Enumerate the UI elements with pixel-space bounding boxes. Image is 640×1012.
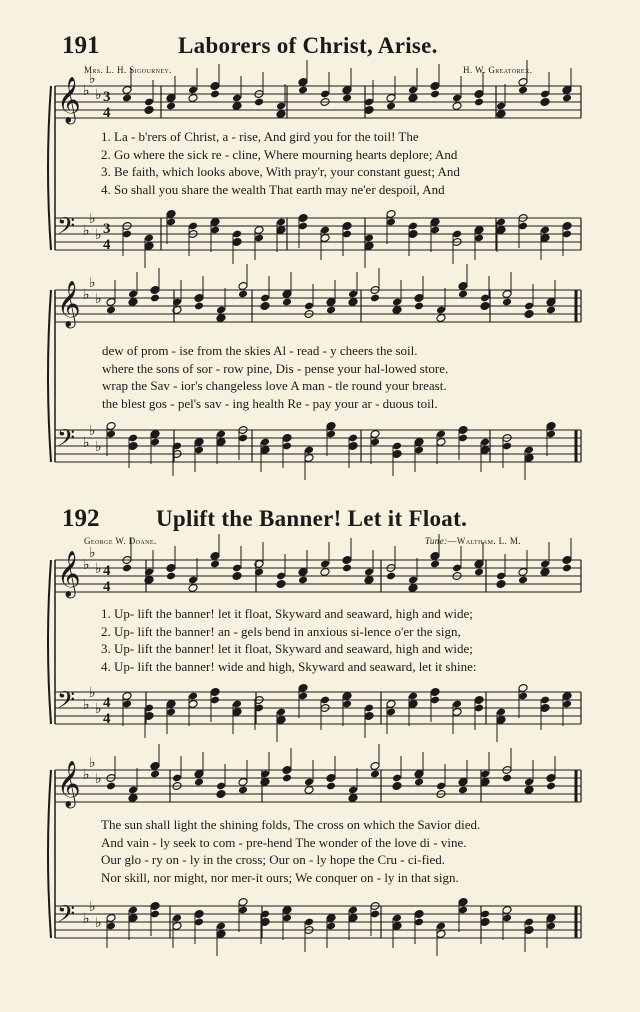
note-head <box>282 298 292 307</box>
flat-sign: ♭ <box>95 88 102 103</box>
flat-sign: ♭ <box>95 440 102 455</box>
note-head <box>518 86 528 95</box>
note-head <box>166 102 176 111</box>
note-head <box>430 90 440 99</box>
verse-line: 4. So shall you share the wealth That earth may ne'er despoil, And <box>101 181 445 197</box>
note-head <box>150 294 160 303</box>
note-head <box>260 302 270 311</box>
note-head <box>232 102 242 111</box>
hymn-title: Laborers of Christ, Arise. <box>178 33 438 58</box>
note-head <box>408 584 418 593</box>
flat-sign: ♭ <box>89 212 96 227</box>
hymn-composer: H. W. Greatorex. <box>463 65 533 75</box>
note-head <box>370 770 380 779</box>
flat-sign: ♭ <box>95 292 102 307</box>
note-head <box>386 572 396 581</box>
note-head <box>496 110 506 119</box>
note-head <box>216 790 226 799</box>
flat-sign: ♭ <box>89 72 96 87</box>
flat-sign: ♭ <box>83 288 90 303</box>
time-sig: 3 <box>103 221 111 237</box>
treble-clef: 𝄞 <box>57 761 81 807</box>
note-head <box>194 778 204 787</box>
bass-clef: 𝄢 <box>57 424 76 457</box>
note-head <box>414 302 424 311</box>
treble-clef: 𝄞 <box>57 281 81 327</box>
note-head <box>452 102 462 111</box>
note-head <box>326 306 336 315</box>
time-sig: 4 <box>103 711 111 727</box>
hymn-author: Mrs. L. H. Sigourney. <box>84 65 172 75</box>
note-head <box>238 290 248 299</box>
flat-sign: ♭ <box>83 912 90 927</box>
verse-line: where the sons of sor - row pine, Dis - pense your hal-lowed store. <box>102 360 449 376</box>
tune-name: —Waltham. L. M. <box>447 536 521 546</box>
flat-sign: ♭ <box>95 702 102 717</box>
note-head <box>342 94 352 103</box>
note-head <box>276 110 286 119</box>
time-sig: 4 <box>103 237 111 253</box>
flat-sign: ♭ <box>83 698 90 713</box>
note-head <box>502 298 512 307</box>
note-head <box>518 576 528 585</box>
note-head <box>326 782 336 791</box>
note-head <box>474 98 484 107</box>
note-head <box>216 314 226 323</box>
verse-line: And vain - ly seek to com - pre-hend The wonder of the love di - vine. <box>101 834 467 850</box>
note-head <box>370 294 380 303</box>
note-head <box>276 580 286 589</box>
note-head <box>282 774 292 783</box>
verse-block-191-2 <box>102 342 448 412</box>
note-head <box>122 564 132 573</box>
verse-block-191-1 <box>101 128 460 198</box>
flat-sign: ♭ <box>95 562 102 577</box>
flat-sign: ♭ <box>89 546 96 561</box>
note-head <box>386 102 396 111</box>
note-head <box>392 782 402 791</box>
hymn-author: George W. Doane. <box>84 536 157 546</box>
verse-line: The sun shall light the shining folds, The cross on which the Savior died. <box>101 817 481 832</box>
time-sig: 4 <box>103 563 111 579</box>
verse-line: 1. Up- lift the banner! let it float, Skyward and seaward, high and wide; <box>101 606 473 621</box>
note-head <box>562 564 572 573</box>
note-head <box>496 580 506 589</box>
brace <box>48 290 51 462</box>
flat-sign: ♭ <box>89 276 96 291</box>
note-head <box>408 94 418 103</box>
note-head <box>540 568 550 577</box>
verse-line: the blest gos - pel's sav - ing health Re - pay your ar - duous toil. <box>102 395 438 411</box>
treble-clef: 𝄞 <box>57 551 81 597</box>
flat-sign: ♭ <box>89 756 96 771</box>
note-head <box>150 770 160 779</box>
time-sig: 4 <box>103 579 111 595</box>
verse-line: 4. Up- lift the banner! wide and high, Skyward and seaward, let it shine: <box>101 658 477 674</box>
verse-line: 2. Up- lift the banner! an - gels bend in anxious si-lence o'er the sign, <box>101 623 461 639</box>
note-head <box>540 98 550 107</box>
bass-clef: 𝄢 <box>57 686 76 719</box>
note-head <box>348 298 358 307</box>
note-head <box>166 572 176 581</box>
flat-sign: ♭ <box>95 228 102 243</box>
note-head <box>562 94 572 103</box>
brace <box>48 770 51 938</box>
note-head <box>364 576 374 585</box>
flat-sign: ♭ <box>83 436 90 451</box>
note-head <box>342 564 352 573</box>
note-head <box>458 290 468 299</box>
verse-line: Nor skill, nor might, nor mer-it ours; We conquer on - ly in that sign. <box>101 869 459 885</box>
hymn-number: 192 <box>62 505 100 532</box>
treble-clef: 𝄞 <box>57 77 81 123</box>
note-head <box>194 302 204 311</box>
note-head <box>392 306 402 315</box>
note-head <box>232 572 242 581</box>
note-head <box>298 576 308 585</box>
note-head <box>524 786 534 795</box>
verse-line: 3. Be faith, which looks above, With pray'r, your constant guest; And <box>101 164 460 179</box>
note-head <box>210 560 220 569</box>
note-head <box>474 568 484 577</box>
verse-line: dew of prom - ise from the skies Al - read - y cheers the soil. <box>102 343 418 358</box>
tune-label: Tune: <box>425 536 448 546</box>
note-head <box>188 584 198 593</box>
flat-sign: ♭ <box>89 900 96 915</box>
note-head <box>458 786 468 795</box>
note-head <box>546 306 556 315</box>
note-head <box>238 786 248 795</box>
time-sig: 4 <box>103 105 111 121</box>
note-head <box>414 778 424 787</box>
flat-sign: ♭ <box>95 916 102 931</box>
flat-sign: ♭ <box>83 558 90 573</box>
note-head <box>502 774 512 783</box>
time-sig: 3 <box>103 89 111 105</box>
verse-block-192-1 <box>101 605 476 675</box>
verse-line: 2. Go where the sick re - cline, Where mourning hearts deplore; And <box>101 146 458 162</box>
verse-line: wrap the Sav - ior's changeless love A man - tle round your breast. <box>102 378 447 393</box>
note-head <box>304 786 314 795</box>
flat-sign: ♭ <box>83 768 90 783</box>
note-head <box>106 782 116 791</box>
flat-sign: ♭ <box>89 424 96 439</box>
verse-line: Our glo - ry on - ly in the cross; Our on - ly hope the Cru - ci-fied. <box>101 852 446 867</box>
bass-clef: 𝄢 <box>57 900 76 933</box>
note-head <box>320 568 330 577</box>
verse-line: 3. Up- lift the banner! let it float, Skyward and seaward, high and wide; <box>101 641 473 656</box>
note-head <box>254 98 264 107</box>
brace <box>48 86 51 250</box>
note-head <box>524 310 534 319</box>
flat-sign: ♭ <box>89 686 96 701</box>
flat-sign: ♭ <box>83 224 90 239</box>
note-head <box>348 794 358 803</box>
hymn-number: 191 <box>62 32 100 59</box>
note-head <box>436 314 446 323</box>
note-head <box>106 306 116 315</box>
note-head <box>144 106 154 115</box>
hymn-tune <box>425 536 521 546</box>
flat-sign: ♭ <box>95 772 102 787</box>
verse-line: 1. La - b'rers of Christ, a - rise, And gird you for the toil! The <box>101 129 419 144</box>
note-head <box>122 94 132 103</box>
note-head <box>188 94 198 103</box>
verse-block-192-2 <box>101 816 480 886</box>
note-head <box>298 86 308 95</box>
note-head <box>128 794 138 803</box>
hymn-title: Uplift the Banner! Let it Float. <box>156 506 468 531</box>
bass-clef: 𝄢 <box>57 212 76 245</box>
brace <box>48 560 51 724</box>
time-sig: 4 <box>103 695 111 711</box>
note-head <box>546 782 556 791</box>
note-head <box>430 560 440 569</box>
note-head <box>480 302 490 311</box>
note-head <box>128 298 138 307</box>
note-head <box>210 90 220 99</box>
flat-sign: ♭ <box>83 84 90 99</box>
